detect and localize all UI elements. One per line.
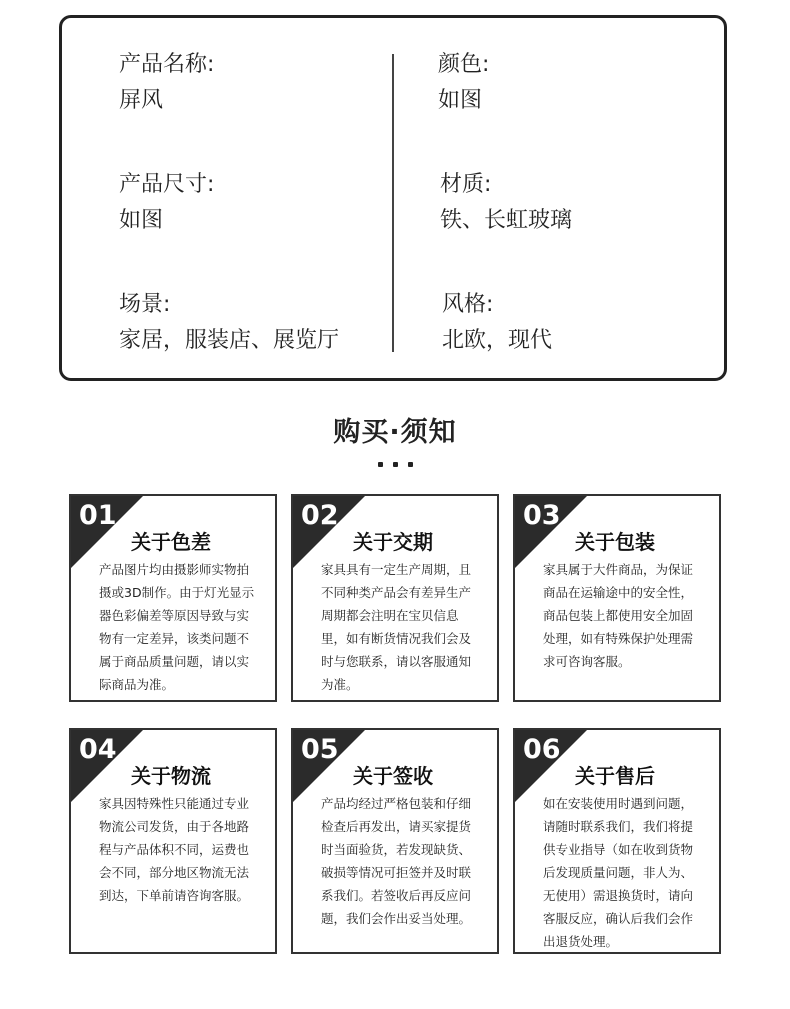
spec-name (119, 51, 214, 115)
card-title: 关于物流 (131, 764, 211, 788)
card-title: 关于交期 (353, 530, 433, 554)
card-title: 关于包装 (575, 530, 655, 554)
spec-value: 如图 (438, 88, 483, 113)
spec-scene (119, 291, 339, 355)
spec-material (440, 171, 572, 235)
spec-color (438, 51, 489, 115)
spec-value: 北欧，现代 (442, 328, 553, 353)
notice-card-color (69, 494, 277, 702)
spec-value: 铁、长虹玻璃 (440, 208, 573, 233)
card-title: 关于签收 (353, 764, 433, 788)
spec-value: 家居，服装店、展览厅 (119, 328, 340, 353)
spec-label: 材质: (440, 172, 492, 197)
card-text: 家具具有一定生产周期，且不同种类产品会有差异生产周期都会注明在宝贝信息里，如有断货情况我们会及时与您联系，请以客服通知为准。 (321, 562, 472, 692)
card-number: 02 (301, 500, 339, 531)
card-number: 03 (523, 500, 561, 531)
notice-card-logistics (69, 728, 277, 954)
spec-style (442, 291, 552, 355)
card-text: 家具因特殊性只能通过专业物流公司发货，由于各地路程与产品体积不同，运费也会不同，部分地区物流无法到达，下单前请咨询客服。 (99, 796, 250, 903)
notice-title: 购买·须知 (333, 417, 457, 448)
title-dots (376, 462, 416, 470)
spec-divider (392, 54, 394, 352)
spec-value: 屏风 (119, 88, 164, 113)
spec-label: 风格: (442, 292, 494, 317)
card-title: 关于售后 (575, 764, 655, 788)
notice-card-signing (291, 728, 499, 954)
spec-size (119, 171, 214, 235)
spec-label: 产品名称: (119, 52, 215, 77)
card-text: 产品均经过严格包装和仔细检查后再发出，请买家提货时当面验货，若发现缺货、破损等情况可拒签并及时联系我们。若签收后再反应问题，我们会作出妥当处理。 (321, 796, 472, 926)
spec-value: 如图 (119, 208, 164, 233)
card-text: 产品图片均由摄影师实物拍摄或3D制作。由于灯光显示器色彩偏差等原因导致与实物有一定差异，该类问题不属于商品质量问题，请以实际商品为准。 (99, 562, 255, 692)
card-title: 关于色差 (131, 530, 211, 554)
card-text: 家具属于大件商品，为保证商品在运输途中的安全性，商品包装上都使用安全加固处理，如有特殊保护处理需求可咨询客服。 (543, 562, 694, 669)
notice-card-delivery (291, 494, 499, 702)
card-number: 05 (301, 734, 339, 765)
product-spec-box (59, 15, 727, 381)
card-number: 04 (79, 734, 117, 765)
notice-card-packaging (513, 494, 721, 702)
dot (378, 462, 383, 467)
card-text: 如在安装使用时遇到问题，请随时联系我们，我们将提供专业指导（如在收到货物后发现质量问题，非人为、无使用）需退换货时，请向客服反应，确认后我们会作出退货处理。 (543, 796, 694, 949)
spec-label: 产品尺寸: (119, 172, 215, 197)
dot (408, 462, 413, 467)
card-number: 01 (79, 500, 117, 531)
card-number: 06 (523, 734, 561, 765)
dot (393, 462, 398, 467)
notice-card-aftersales (513, 728, 721, 954)
spec-label: 场景: (119, 292, 171, 317)
spec-label: 颜色: (438, 52, 490, 77)
